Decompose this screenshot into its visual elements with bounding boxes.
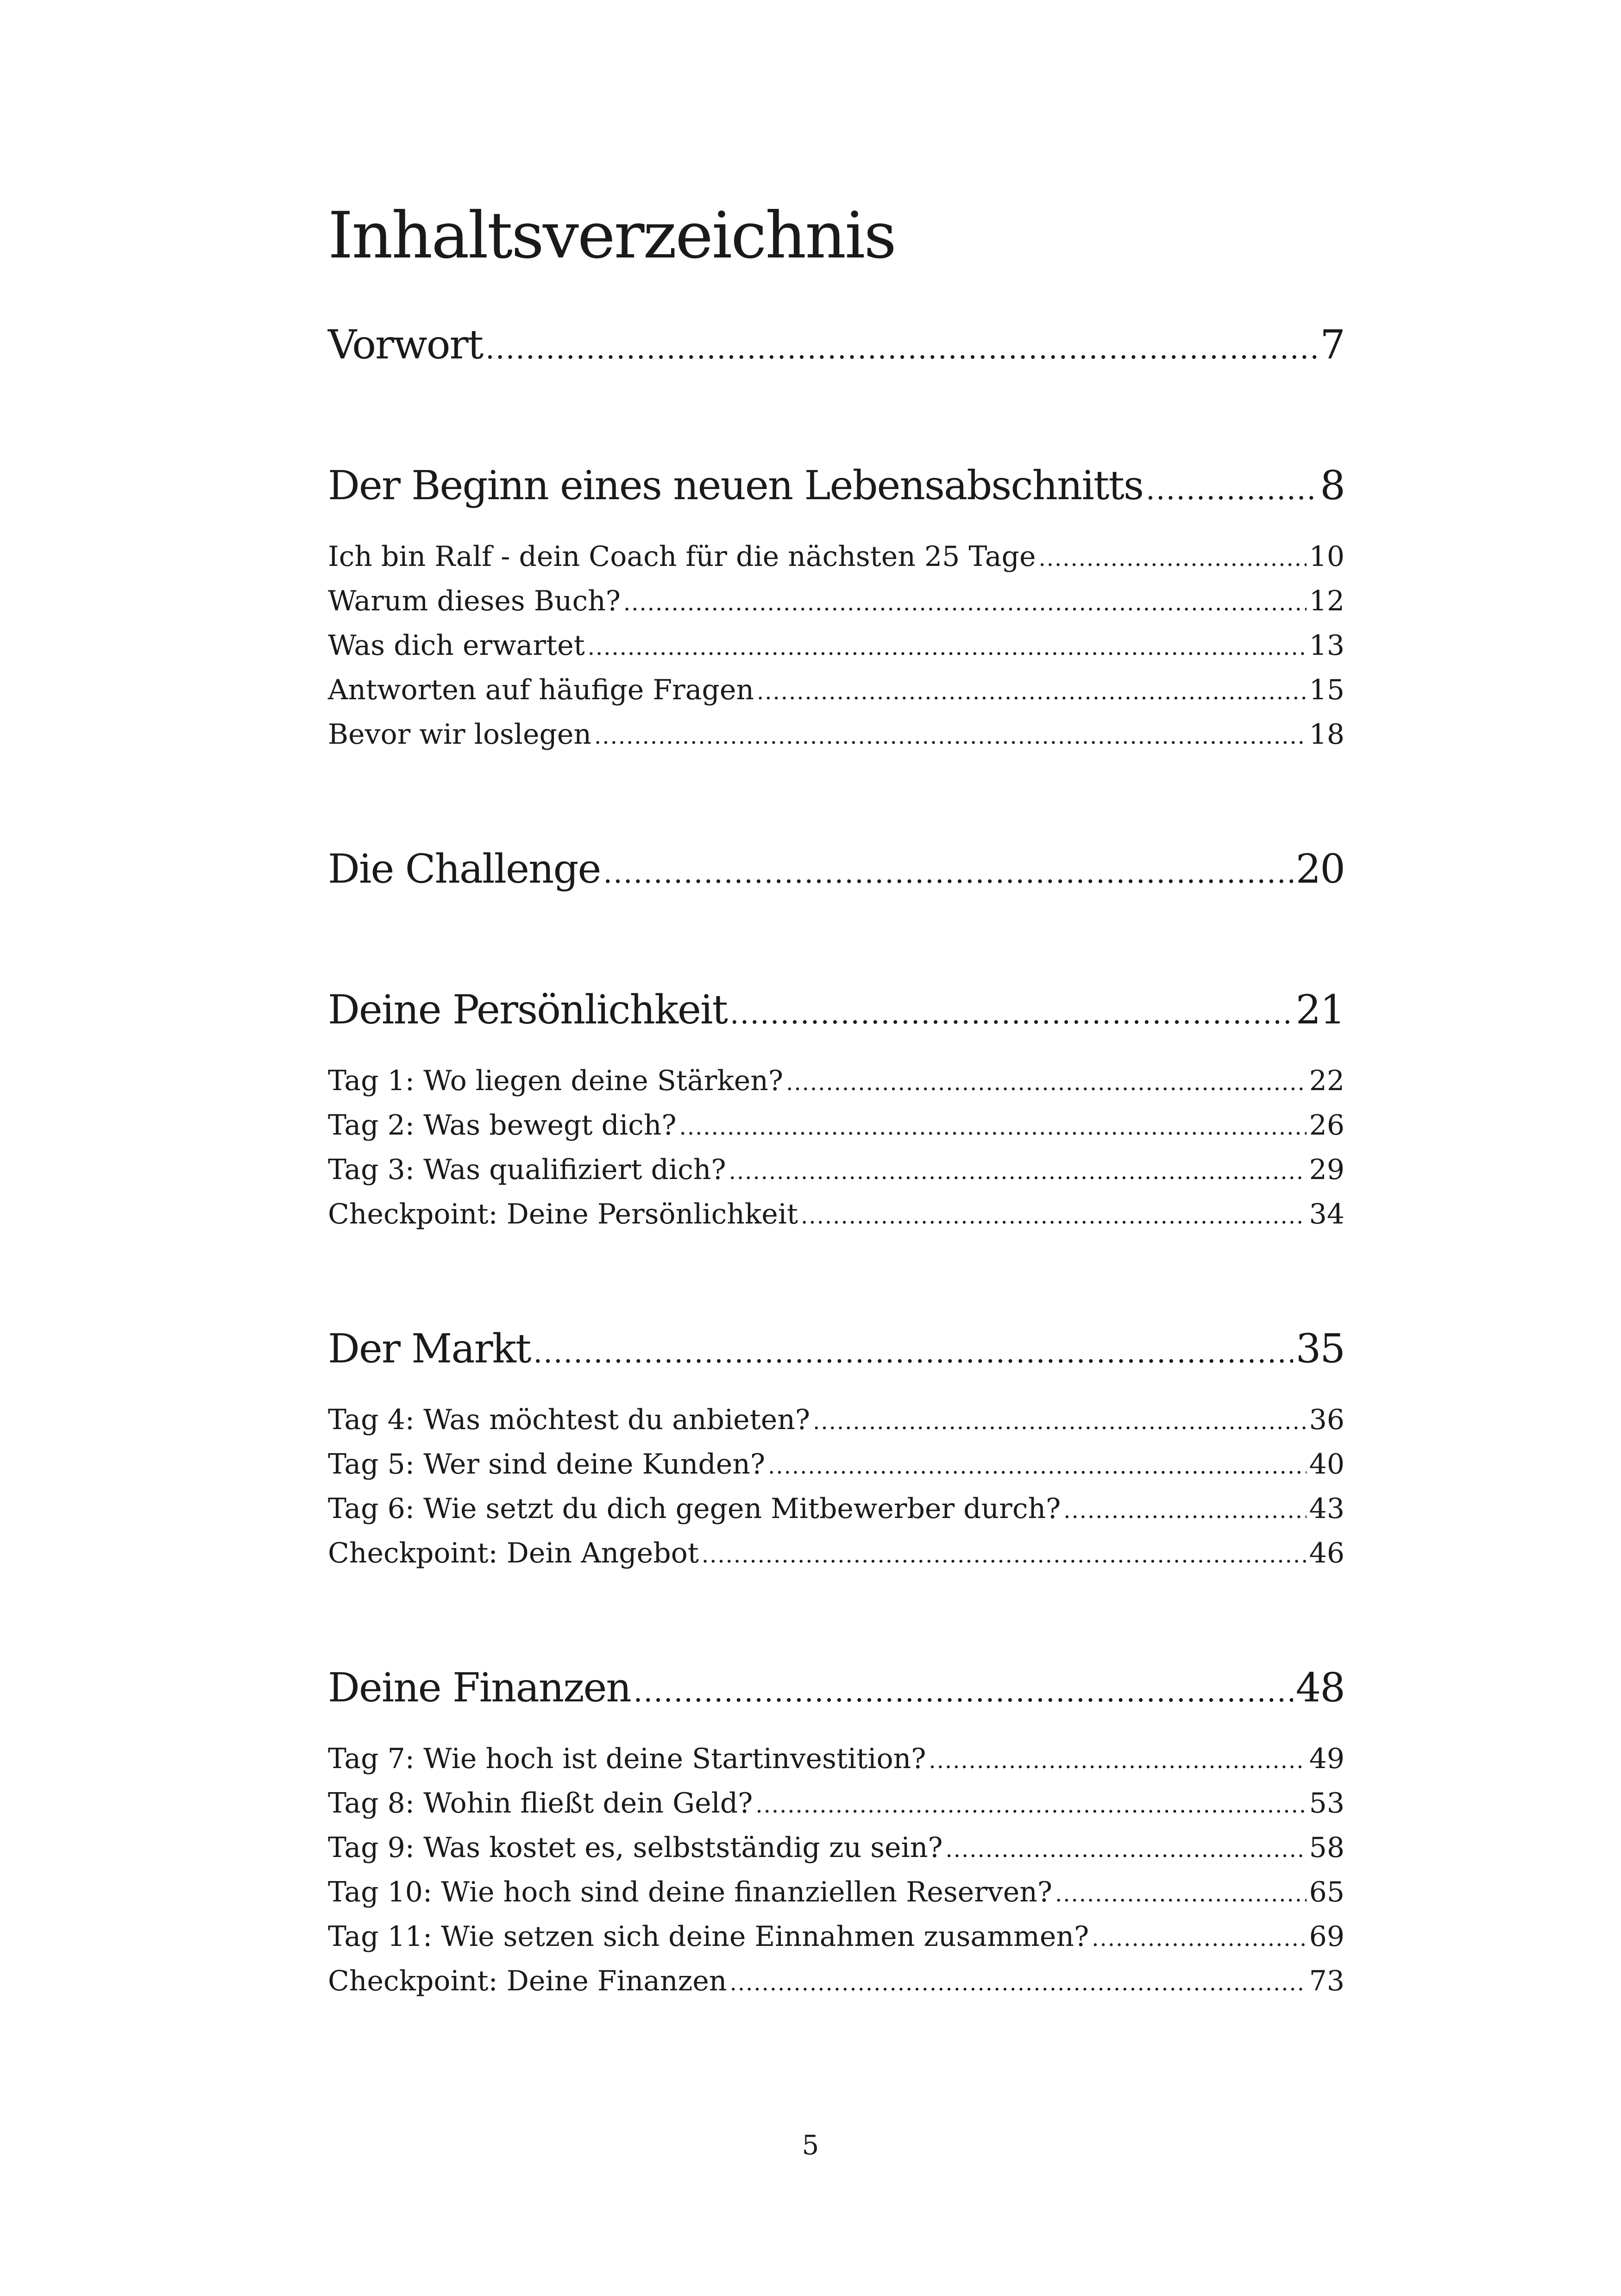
toc-subentry[interactable] (328, 1104, 1345, 1148)
toc-section (328, 844, 1345, 898)
toc-chapter-page: 35 (1295, 1326, 1345, 1372)
toc-subentry-page: 18 (1309, 718, 1345, 751)
toc-subentry[interactable] (328, 1738, 1345, 1782)
dot-leader (588, 626, 1307, 669)
toc-subentry-title: Bevor wir loslegen (328, 718, 592, 751)
toc-chapter-page: 21 (1295, 987, 1345, 1033)
toc-subentry-page: 36 (1309, 1404, 1345, 1436)
dot-leader (730, 988, 1293, 1039)
toc-chapter-entry[interactable] (328, 985, 1345, 1039)
dot-leader (533, 1327, 1293, 1378)
toc-subentry-page: 22 (1309, 1065, 1345, 1097)
toc-subentry[interactable] (328, 1960, 1345, 2004)
toc-chapter-title: Der Beginn eines neuen Lebensabschnitts (328, 463, 1143, 509)
toc-subentry-title: Ich bin Ralf - dein Coach für die nächsten 25 Tage (328, 540, 1036, 573)
toc-subentries (328, 1738, 1345, 2004)
toc-subentry[interactable] (328, 713, 1345, 758)
toc-chapter-title: Deine Finanzen (328, 1665, 631, 1711)
table-of-contents (328, 320, 1345, 2004)
toc-subentry-page: 29 (1309, 1154, 1345, 1186)
dot-leader (603, 847, 1293, 898)
dot-leader (623, 582, 1307, 624)
dot-leader (755, 1784, 1306, 1826)
dot-leader (946, 1828, 1307, 1871)
toc-section (328, 985, 1345, 1237)
dot-leader (929, 1739, 1306, 1782)
dot-leader (813, 1400, 1307, 1443)
toc-subentry-title: Tag 2: Was bewegt dich? (328, 1109, 677, 1142)
dot-leader (679, 1106, 1307, 1148)
toc-subentry-page: 65 (1309, 1876, 1345, 1908)
toc-section (328, 1662, 1345, 2004)
toc-subentry[interactable] (328, 1399, 1345, 1443)
toc-chapter-entry[interactable] (328, 460, 1345, 515)
dot-leader (801, 1195, 1307, 1237)
toc-chapter-entry[interactable] (328, 1662, 1345, 1717)
toc-chapter-entry[interactable] (328, 844, 1345, 898)
toc-subentry-title: Was dich erwartet (328, 629, 585, 662)
toc-chapter-title: Der Markt (328, 1326, 531, 1372)
dot-leader (1146, 464, 1317, 515)
toc-chapter-title: Die Challenge (328, 846, 601, 892)
toc-subentry[interactable] (328, 1782, 1345, 1826)
toc-subentry[interactable] (328, 1487, 1345, 1532)
toc-subentry[interactable] (328, 1871, 1345, 1915)
toc-subentry-page: 10 (1309, 540, 1345, 573)
toc-subentry-title: Tag 9: Was kostet es, selbstständig zu sein? (328, 1832, 943, 1864)
dot-leader (485, 323, 1317, 374)
toc-subentry[interactable] (328, 1915, 1345, 1960)
dot-leader (1055, 1873, 1307, 1915)
toc-subentry-page: 69 (1309, 1920, 1345, 1953)
toc-subentries (328, 535, 1345, 758)
toc-subentry[interactable] (328, 624, 1345, 669)
toc-subentry-page: 12 (1309, 585, 1345, 617)
toc-subentry-title: Tag 7: Wie hoch ist deine Startinvestition? (328, 1743, 926, 1775)
toc-subentry[interactable] (328, 1532, 1345, 1576)
toc-subentry[interactable] (328, 580, 1345, 624)
toc-subentry-page: 13 (1309, 629, 1345, 662)
toc-subentry-page: 73 (1309, 1965, 1345, 1997)
toc-chapter-entry[interactable] (328, 1324, 1345, 1378)
toc-subentry-title: Tag 3: Was qualifiziert dich? (328, 1154, 726, 1186)
toc-subentry-page: 40 (1309, 1448, 1345, 1480)
toc-subentry[interactable] (328, 1193, 1345, 1237)
toc-chapter-page: 20 (1295, 846, 1345, 892)
toc-subentry[interactable] (328, 535, 1345, 580)
toc-chapter-title: Vorwort (328, 322, 483, 368)
toc-subentry-page: 26 (1309, 1109, 1345, 1142)
toc-subentry[interactable] (328, 1826, 1345, 1871)
toc-subentry-title: Tag 6: Wie setzt du dich gegen Mitbewerber durch? (328, 1493, 1061, 1525)
dot-leader (1092, 1917, 1306, 1960)
toc-subentry-title: Tag 5: Wer sind deine Kunden? (328, 1448, 766, 1480)
dot-leader (757, 671, 1307, 713)
toc-section (328, 320, 1345, 374)
toc-chapter-title: Deine Persönlichkeit (328, 987, 727, 1033)
toc-subentry-title: Tag 10: Wie hoch sind deine finanziellen Reserven? (328, 1876, 1053, 1908)
dot-leader (729, 1150, 1307, 1193)
toc-subentries (328, 1399, 1345, 1576)
dot-leader (702, 1534, 1307, 1576)
dot-leader (1038, 537, 1306, 580)
dot-leader (1063, 1489, 1306, 1532)
toc-subentry-title: Checkpoint: Deine Persönlichkeit (328, 1198, 798, 1230)
toc-subentry[interactable] (328, 1443, 1345, 1487)
toc-section (328, 460, 1345, 758)
toc-subentry-page: 46 (1309, 1537, 1345, 1569)
toc-subentry-page: 34 (1309, 1198, 1345, 1230)
toc-section (328, 1324, 1345, 1576)
toc-chapter-entry[interactable] (328, 320, 1345, 374)
toc-subentries (328, 1060, 1345, 1237)
toc-subentry-page: 49 (1309, 1743, 1345, 1775)
toc-subentry-title: Tag 4: Was möchtest du anbieten? (328, 1404, 810, 1436)
toc-subentry[interactable] (328, 1060, 1345, 1104)
toc-subentry-title: Antworten auf häufige Fragen (328, 674, 754, 706)
dot-leader (786, 1061, 1307, 1104)
toc-subentry-title: Tag 11: Wie setzen sich deine Einnahmen zusammen? (328, 1920, 1089, 1953)
toc-subentry-page: 43 (1309, 1493, 1345, 1525)
toc-subentry-title: Tag 8: Wohin fließt dein Geld? (328, 1787, 753, 1819)
toc-subentry-page: 15 (1309, 674, 1345, 706)
dot-leader (768, 1445, 1307, 1487)
toc-subentry-page: 53 (1309, 1787, 1345, 1819)
toc-subentry-title: Warum dieses Buch? (328, 585, 621, 617)
page-title: Inhaltsverzeichnis (328, 198, 896, 273)
dot-leader (729, 1962, 1306, 2004)
toc-subentry-title: Checkpoint: Dein Angebot (328, 1537, 699, 1569)
toc-chapter-page: 48 (1295, 1665, 1345, 1711)
page-number: 5 (802, 2129, 819, 2161)
toc-chapter-page: 8 (1320, 463, 1345, 509)
toc-subentry-title: Tag 1: Wo liegen deine Stärken? (328, 1065, 784, 1097)
toc-subentry-title: Checkpoint: Deine Finanzen (328, 1965, 727, 1997)
toc-subentry-page: 58 (1309, 1832, 1345, 1864)
dot-leader (594, 715, 1307, 758)
toc-subentry[interactable] (328, 669, 1345, 713)
toc-chapter-page: 7 (1320, 322, 1345, 368)
toc-subentry[interactable] (328, 1148, 1345, 1193)
dot-leader (634, 1666, 1293, 1717)
